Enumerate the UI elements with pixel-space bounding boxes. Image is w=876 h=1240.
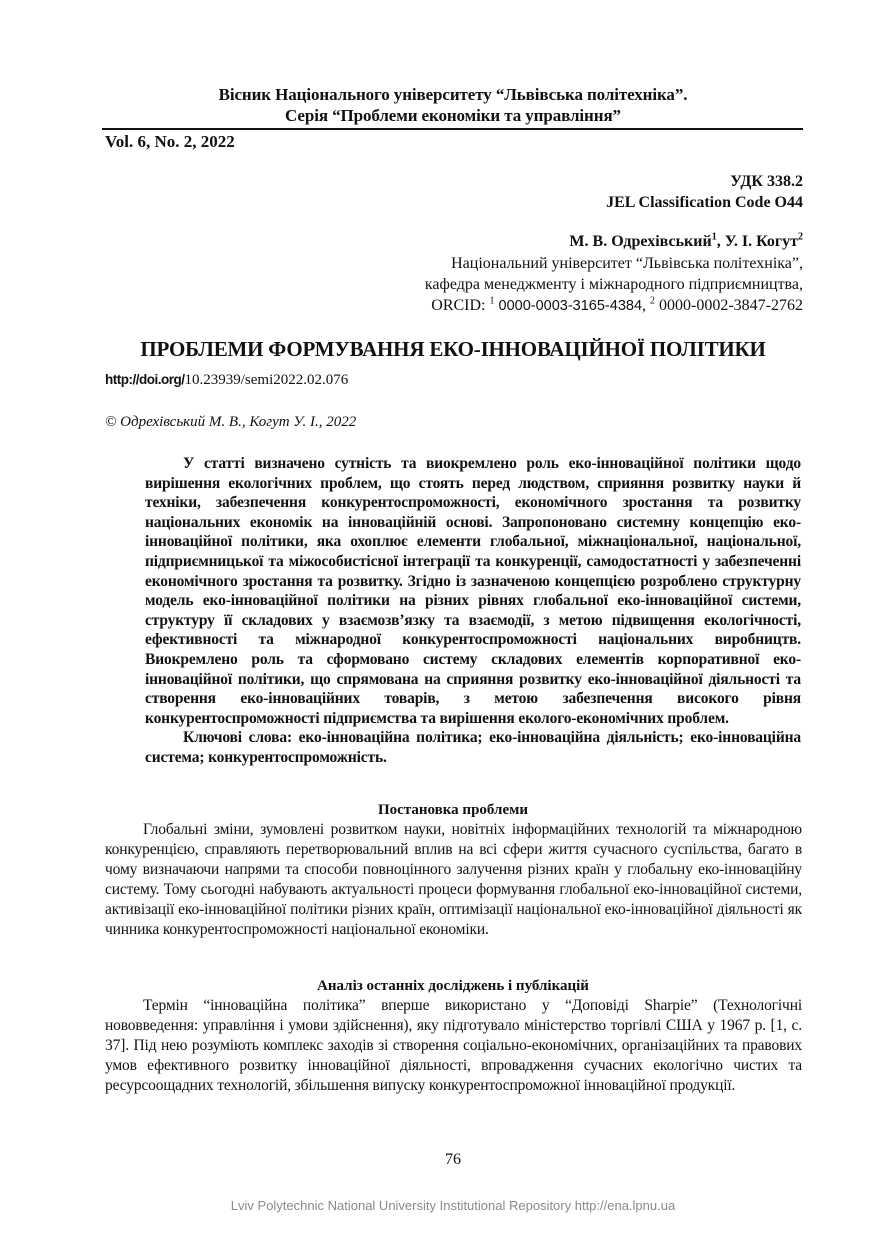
- section-problem-body: [105, 820, 802, 940]
- udk-code: УДК 338.2: [730, 173, 803, 190]
- journal-header: [100, 84, 806, 126]
- copyright-notice: © Одрехівський М. В., Когут У. І., 2022: [105, 414, 357, 430]
- orcid-2-sup: 2: [650, 295, 656, 307]
- section-literature-body: [105, 996, 802, 1096]
- doi-link[interactable]: [105, 371, 348, 389]
- volume-info: Vol. 6, No. 2, 2022: [105, 132, 235, 151]
- author-separator: ,: [716, 233, 725, 250]
- classification-codes: [606, 171, 803, 213]
- section-literature-paragraph: Термін “інноваційна політика” вперше використано у “Доповіді Sharpie” (Технологічні нововведення: управління і умови здійснення), яку підготувало міністерство торгівлі США у 1967 р. [1, с. 37]. Під нею розуміють комплекс заходів зі створення соціально-економічних, організаційних та правових умов ефективного розвитку інноваційної діяльності, впровадження сучасних екологічно чистих та ресурсоощадних технологій, збільшення випуску конкурентоспроможної інноваційної продукції.: [105, 997, 802, 1094]
- author-1: М. В. Одрехівський: [569, 233, 712, 250]
- orcid-1-sup: 1: [489, 295, 495, 307]
- journal-series: Серія “Проблеми економіки та управління”: [285, 106, 621, 125]
- orcid-line: [425, 295, 803, 317]
- jel-code: JEL Classification Code O44: [606, 194, 803, 211]
- affiliation-department: кафедра менеджменту і міжнародного підприємництва,: [424, 276, 803, 293]
- orcid-2-link[interactable]: 0000-0002-3847-2762: [659, 297, 803, 314]
- author-list: [569, 231, 803, 252]
- article-title: ПРОБЛЕМИ ФОРМУВАННЯ ЕКО-ІННОВАЦІЙНОЇ ПОЛІТИКИ: [140, 337, 766, 361]
- author-2: У. І. Когут: [724, 233, 798, 250]
- keywords: Ключові слова: еко-інноваційна політика; еко-інноваційна діяльність; еко-інноваційна система; конкурентоспроможність.: [145, 729, 801, 766]
- doi-prefix[interactable]: http://doi.org/: [105, 372, 185, 387]
- journal-name: Вісник Національного університету “Львівська політехніка”.: [218, 85, 688, 104]
- abstract: [145, 454, 801, 768]
- affiliation-university: Національний університет “Львівська політехніка”,: [451, 255, 803, 272]
- orcid-separator: ,: [642, 297, 651, 314]
- section-heading-problem: Постановка проблеми: [378, 802, 528, 818]
- author-2-sup: 2: [798, 231, 803, 243]
- affiliation: [425, 253, 803, 317]
- section-heading-literature: Аналіз останніх досліджень і публікацій: [317, 978, 589, 994]
- repository-footer: Lviv Polytechnic National University Institutional Repository http://ena.lpnu.ua: [230, 1198, 676, 1213]
- doi-suffix[interactable]: 10.23939/semi2022.02.076: [184, 372, 349, 388]
- header-rule: [102, 128, 803, 130]
- abstract-text: У статті визначено сутність та виокремлено роль еко-інноваційної політики щодо вирішення екологічних проблем, що стоять перед людством, сприяння розвитку науки й техніки, забезпечення конкурентоспроможності, економічного зростання та розвитку національних економік на інноваційній основі. Запропоновано системну концепцію еко-інноваційної політики, яка охоплює елементи глобальної, міжнаціональної, національної, підприємницької та міжособистісної інтеграції та конкуренції, самодостатності у забезпеченні економічного зростання та розвитку. Згідно із зазначеною концепцією розроблено структурну модель еко-інноваційної політики на різних рівнях глобальної еко-інноваційної системи, структуру її складових у взаємозв’язку та взаємодії, з метою підвищення екологічності, ефективності та міжнародної конкурентоспроможності національних виробництв. Виокремлено роль та сформовано систему складових елементів корпоративної еко-інноваційної політики, що спрямована на сприяння розвитку еко-інноваційної діяльності та створення еко-інноваційних товарів, з метою забезпечення високого рівня конкурентоспроможності підприємства та вирішення еколого-економічних проблем.: [145, 455, 801, 727]
- orcid-1-link[interactable]: 0000-0003-3165-4384: [498, 298, 643, 314]
- orcid-label: ORCID:: [431, 297, 490, 314]
- author-1-sup: 1: [711, 231, 717, 243]
- page-number: 76: [445, 1151, 461, 1168]
- section-problem-paragraph: Глобальні зміни, зумовлені розвитком науки, новітніх інформаційних технологій та міжнародною конкуренцією, справляють перетворювальний вплив на всі сфери життя сучасного суспільства, багато в чому визначаючи напрями та способи повноцінного залучення різних країн у глобальну еко-інноваційну систему. Тому сьогодні набувають актуальності процеси формування глобальної еко-інноваційної системи, активізації еко-інноваційної політики різних країн, оптимізації національної еко-інноваційної діяльності як чинника конкурентоспроможності національної економіки.: [105, 821, 802, 938]
